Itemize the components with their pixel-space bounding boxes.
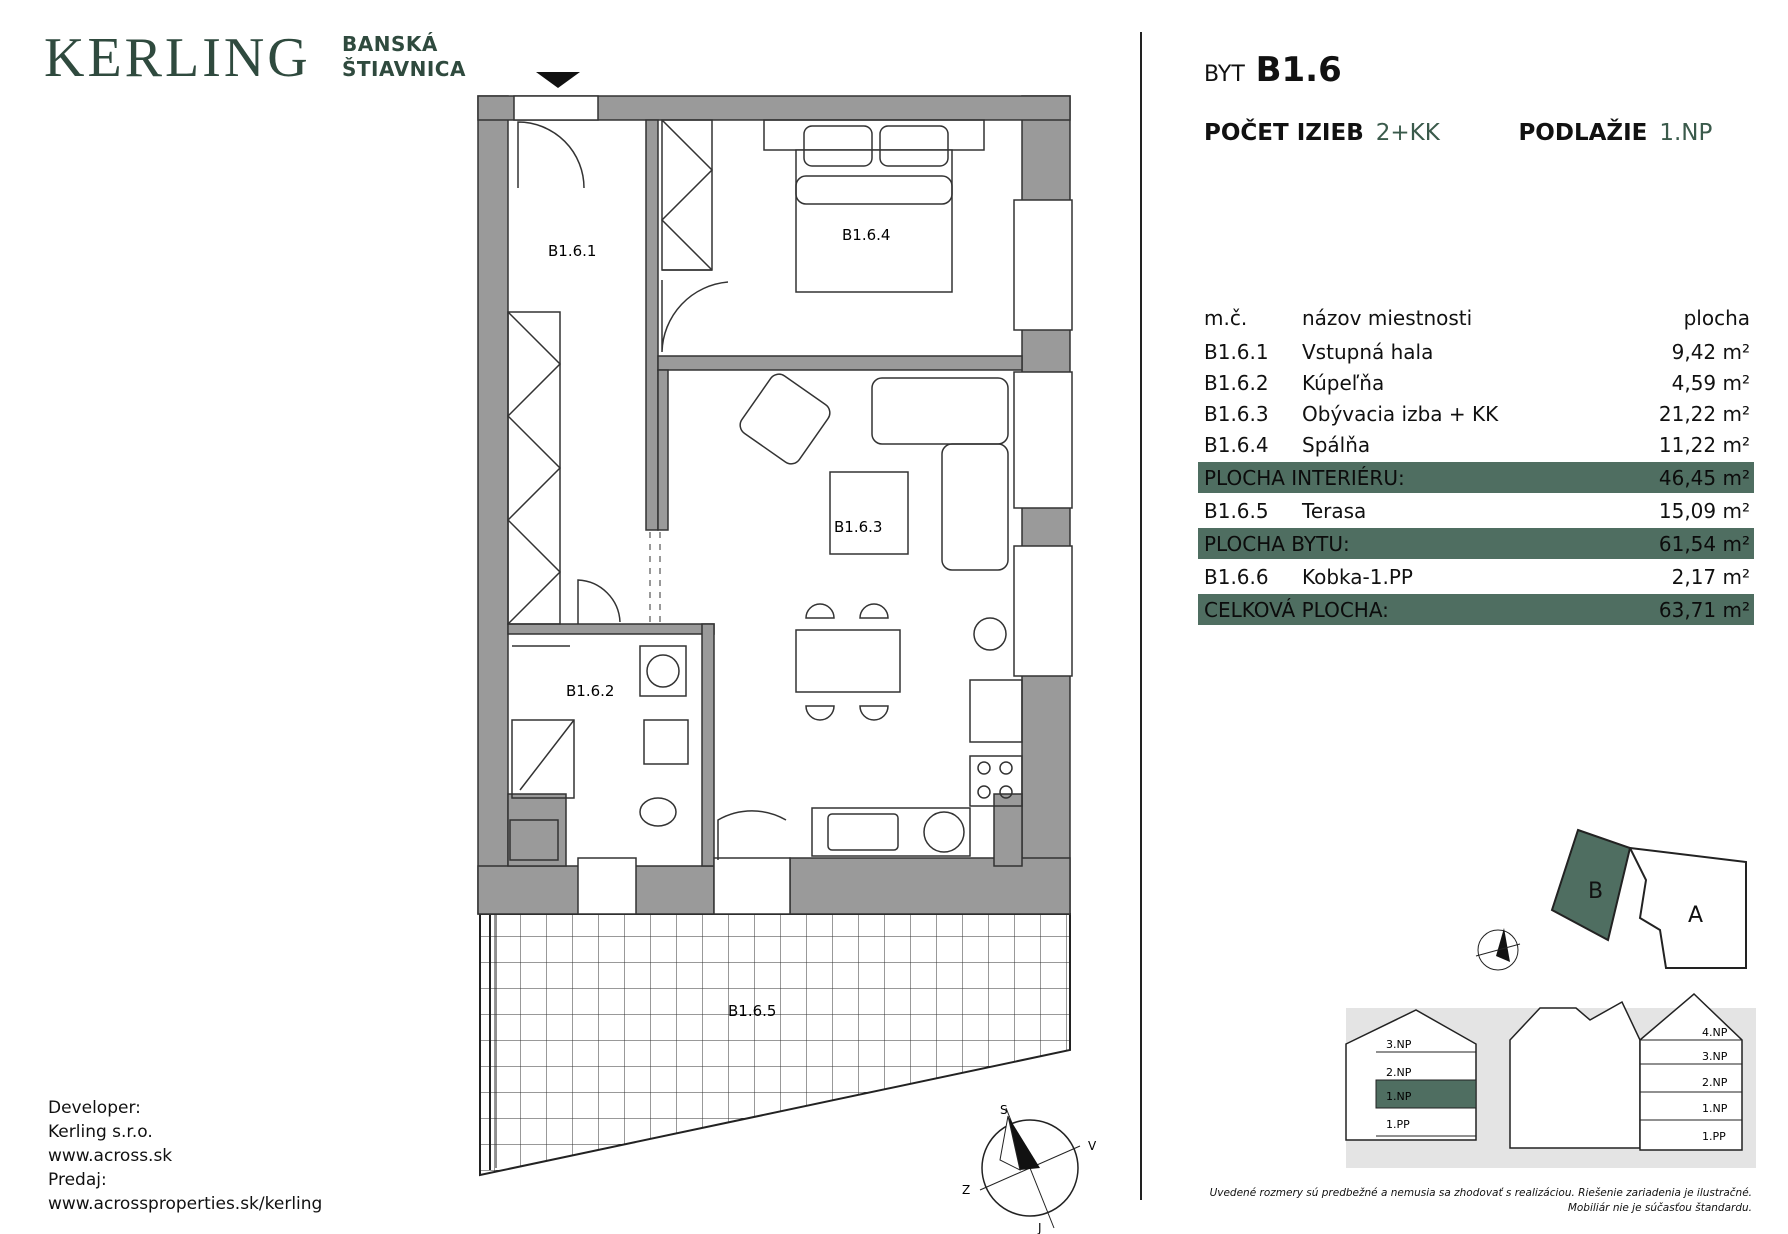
disclaimer xyxy=(1160,1186,1752,1216)
row-name: Kobka-1.PP xyxy=(1302,565,1413,589)
section-left-floor: 2.NP xyxy=(1386,1066,1412,1079)
developer-label: Developer: xyxy=(48,1098,141,1118)
entrance-marker xyxy=(536,72,580,88)
section-right-floor: 3.NP xyxy=(1702,1050,1728,1063)
byt-label: BYT xyxy=(1204,62,1245,87)
total-label: CELKOVÁ PLOCHA: xyxy=(1204,598,1389,622)
compass-icon xyxy=(962,1103,1097,1234)
row-name: Spálňa xyxy=(1302,433,1371,457)
developer-info xyxy=(48,1096,322,1216)
brand-logo: KERLING xyxy=(44,27,311,89)
site-compass-icon xyxy=(1476,928,1520,970)
rooms-value: 2+KK xyxy=(1375,120,1440,146)
site-plan xyxy=(1476,830,1746,970)
interior-label: PLOCHA INTERIÉRU: xyxy=(1204,466,1405,490)
total-value: 63,71 m² xyxy=(1658,598,1750,622)
row-code: B1.6.2 xyxy=(1204,371,1269,395)
section-left-floor: 3.NP xyxy=(1386,1038,1412,1051)
header-area: plocha xyxy=(1683,306,1750,330)
walls xyxy=(478,96,1070,914)
section-left-floor: 1.NP xyxy=(1386,1090,1412,1103)
floor-value: 1.NP xyxy=(1659,120,1713,146)
section-left-floor: 1.PP xyxy=(1386,1118,1410,1131)
row-code: B1.6.3 xyxy=(1204,402,1269,426)
header-name: názov miestnosti xyxy=(1302,306,1473,330)
row-area: 4,59 m² xyxy=(1671,371,1750,395)
developer-website-link[interactable]: www.across.sk xyxy=(48,1146,173,1166)
compass-z: Z xyxy=(962,1183,971,1197)
floor-label: PODLAŽIE xyxy=(1518,120,1648,146)
room-label-b164: B1.6.4 xyxy=(842,226,891,244)
row-area: 9,42 m² xyxy=(1671,340,1750,364)
row-area: 11,22 m² xyxy=(1658,433,1750,457)
location-line-1: BANSKÁ xyxy=(342,32,438,56)
row-area: 21,22 m² xyxy=(1658,402,1750,426)
flat-label: PLOCHA BYTU: xyxy=(1204,532,1350,556)
flat-value: 61,54 m² xyxy=(1658,532,1750,556)
sale-website-link[interactable]: www.acrossproperties.sk/kerling xyxy=(48,1194,323,1214)
wardrobe xyxy=(508,120,712,624)
section-right-floor: 1.PP xyxy=(1702,1130,1726,1143)
terrace xyxy=(480,914,1070,1175)
section-right-floor: 2.NP xyxy=(1702,1076,1728,1089)
row-name: Terasa xyxy=(1302,499,1367,523)
opening-lines xyxy=(650,532,660,624)
rooms-label: POČET IZIEB xyxy=(1204,120,1364,146)
developer-name: Kerling s.r.o. xyxy=(48,1122,153,1142)
section-right-floor: 4.NP xyxy=(1702,1026,1728,1039)
row-area: 15,09 m² xyxy=(1658,499,1750,523)
living-furniture xyxy=(736,370,1022,856)
compass-j: J xyxy=(1038,1221,1042,1234)
disclaimer-line-2: Mobiliár nie je súčasťou štandardu. xyxy=(1567,1202,1752,1214)
room-label-b163: B1.6.3 xyxy=(834,518,883,536)
row-code: B1.6.6 xyxy=(1204,565,1269,589)
row-name: Vstupná hala xyxy=(1302,340,1434,364)
location-line-2: ŠTIAVNICA xyxy=(342,57,466,81)
row-name: Obývacia izba + KK xyxy=(1302,402,1499,426)
interior-value: 46,45 m² xyxy=(1658,466,1750,490)
bed xyxy=(764,120,984,292)
row-name: Kúpeľňa xyxy=(1302,371,1385,395)
compass-s: S xyxy=(1000,1103,1008,1117)
building-b-label: B xyxy=(1588,879,1604,904)
section-right-floor: 1.NP xyxy=(1702,1102,1728,1115)
row-code: B1.6.5 xyxy=(1204,499,1269,523)
room-label-b165: B1.6.5 xyxy=(728,1002,777,1020)
header-code: m.č. xyxy=(1204,306,1248,330)
room-label-b161: B1.6.1 xyxy=(548,242,597,260)
row-code: B1.6.4 xyxy=(1204,433,1269,457)
compass-v: V xyxy=(1088,1139,1097,1153)
byt-value: B1.6 xyxy=(1255,50,1342,90)
sale-label: Predaj: xyxy=(48,1170,107,1190)
disclaimer-line-1: Uvedené rozmery sú predbežné a nemusia sa zhodovať s realizáciou. Riešenie zariadenia je ilustračné. xyxy=(1209,1187,1752,1199)
building-a-label: A xyxy=(1688,903,1704,928)
building-section xyxy=(1346,994,1756,1168)
room-label-b162: B1.6.2 xyxy=(566,682,615,700)
windows xyxy=(514,96,1072,914)
row-code: B1.6.1 xyxy=(1204,340,1269,364)
row-area: 2,17 m² xyxy=(1671,565,1750,589)
